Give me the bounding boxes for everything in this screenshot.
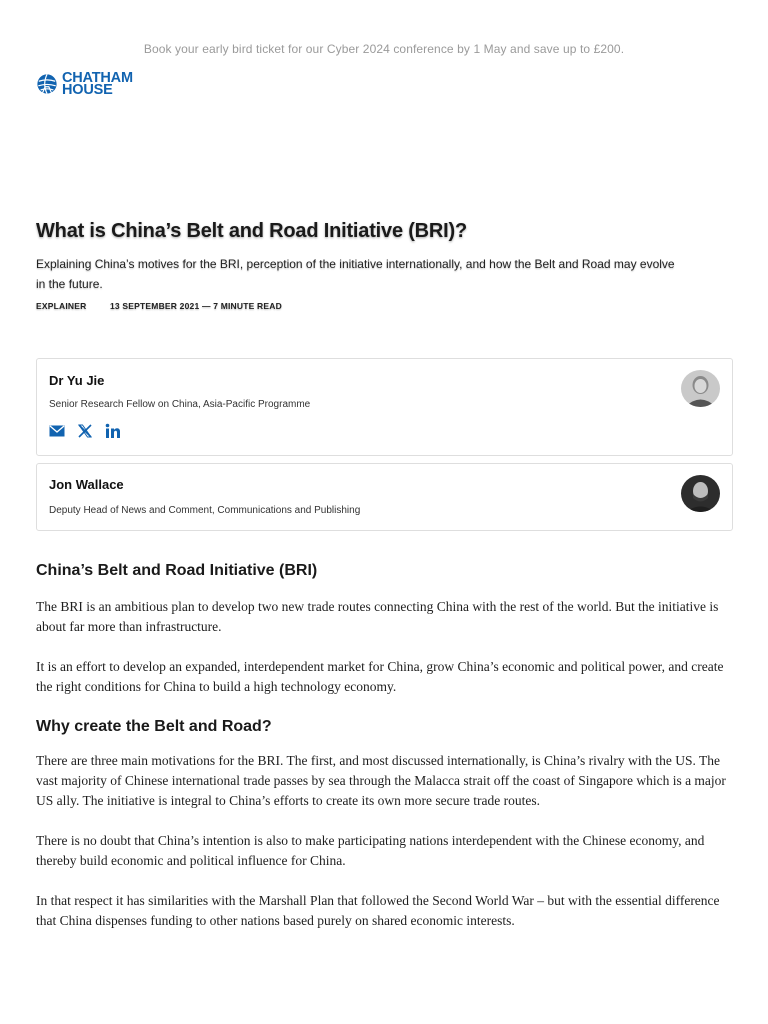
body-paragraph: There are three main motivations for the BRI. The first, and most discussed internationally, is China’s rivalry with the US. The vast majority of Chinese international trade passes by sea through the Malacca strait off the coast of Singapore which is a major US ally. The initiative is integral to China’s efforts to create its own more secure trade routes. xyxy=(36,753,726,808)
logo-line-1: CHATHAM xyxy=(62,70,133,86)
article-date-read: 13 SEPTEMBER 2021 — 7 MINUTE READ xyxy=(110,301,282,311)
article-standfirst: Explaining China’s motives for the BRI, perception of the initiative internationally, and how the Belt and Road may evolve in the future. xyxy=(36,257,675,291)
author-card xyxy=(36,358,733,456)
author-avatar[interactable] xyxy=(681,475,720,512)
body-paragraph: The BRI is an ambitious plan to develop two new trade routes connecting China with the rest of the world. But the initiative is about far more than infrastructure. xyxy=(36,599,719,634)
x-twitter-icon[interactable] xyxy=(77,423,93,439)
section-heading: China’s Belt and Road Initiative (BRI) xyxy=(36,562,318,579)
section-heading: Why create the Belt and Road? xyxy=(36,718,272,735)
author-name-link[interactable]: Dr Yu Jie xyxy=(49,373,105,388)
article-header xyxy=(36,220,676,311)
logo-line-2: HOUSE xyxy=(62,82,113,98)
email-icon[interactable] xyxy=(49,423,65,439)
article-meta xyxy=(36,301,676,311)
logo-wordmark xyxy=(62,72,133,96)
body-paragraph: In that respect it has similarities with the Marshall Plan that followed the Second World War – but with the essential difference that China dispenses funding to other nations based purely on shared economic interests. xyxy=(36,893,720,928)
chatham-house-logo[interactable] xyxy=(36,72,133,96)
promo-banner-link[interactable]: Book your early bird ticket for our Cyber 2024 conference by 1 May and save up to £200. xyxy=(143,42,625,56)
linkedin-icon[interactable] xyxy=(105,423,121,439)
page-title: What is China’s Belt and Road Initiative (BRI)? xyxy=(36,220,468,242)
author-role: Deputy Head of News and Comment, Communications and Publishing xyxy=(49,505,361,516)
article-type-link[interactable]: EXPLAINER xyxy=(36,301,87,311)
author-avatar[interactable] xyxy=(681,370,720,407)
author-social-links xyxy=(49,423,121,439)
article-body xyxy=(36,560,736,931)
body-paragraph: There is no doubt that China’s intention is also to make participating nations interdependent with the Chinese economy, and thereby build economic and political influence for China. xyxy=(36,833,705,868)
body-paragraph: It is an effort to develop an expanded, interdependent market for China, grow China’s economic and political power, and create the right conditions for China to build a high technology economy. xyxy=(36,659,724,694)
author-card xyxy=(36,463,733,531)
globe-logo-icon xyxy=(36,73,58,95)
author-name-link[interactable]: Jon Wallace xyxy=(49,477,124,492)
author-role: Senior Research Fellow on China, Asia-Pacific Programme xyxy=(49,399,311,410)
